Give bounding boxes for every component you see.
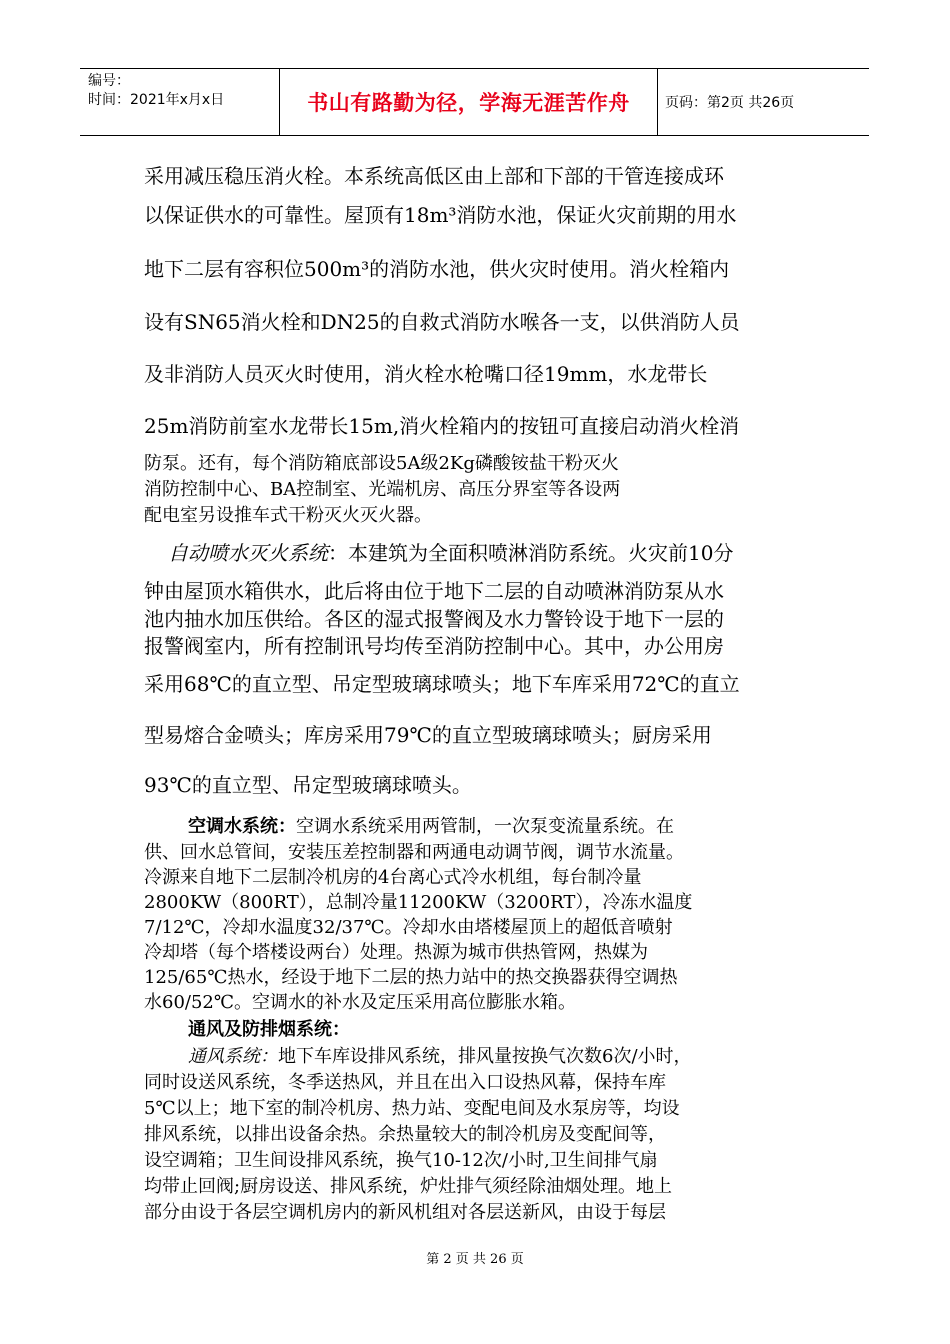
header-motto: 书山有路勤为径，学海无涯苦作舟 bbox=[307, 91, 630, 115]
text-line: 消防控制中心、BA控制室、光端机房、高压分界室等各设两 bbox=[144, 479, 621, 500]
text-line: 5℃以上；地下室的制冷机房、热力站、变配电间及水泵房等，均设 bbox=[144, 1098, 680, 1119]
page-footer: 第 2 页 共 26 页 bbox=[426, 1252, 524, 1267]
header-meta bbox=[88, 72, 224, 110]
text-line: 7/12℃，冷却水温度32/37℃。冷却水由塔楼屋顶上的超低音喷射 bbox=[144, 917, 673, 938]
text-line: 以保证供水的可靠性。屋顶有18m³消防水池，保证火灾前期的用水 bbox=[144, 203, 737, 227]
text-line: 钟由屋顶水箱供水，此后将由位于地下二层的自动喷淋消防泵从水 bbox=[144, 579, 724, 603]
section-title-hvac-water: 空调水系统： bbox=[188, 816, 296, 837]
paragraph-hvac-water bbox=[188, 815, 853, 839]
text-line: 配电室另设推车式干粉灭火灭火器。 bbox=[144, 505, 432, 526]
text-line: 报警阀室内，所有控制讯号均传至消防控制中心。其中，办公用房 bbox=[144, 634, 724, 658]
text-line: 部分由设于各层空调机房内的新风机组对各层送新风，由设于每层 bbox=[144, 1202, 666, 1223]
text-line: 设空调箱；卫生间设排风系统，换气10-12次/小时,卫生间排气扇 bbox=[144, 1150, 658, 1171]
doc-time-label: 时间：2021年x月x日 bbox=[88, 92, 225, 108]
text-line: 地下二层有容积位500m³的消防水池，供火灾时使用。消火栓箱内 bbox=[144, 257, 730, 281]
page-header bbox=[80, 68, 869, 136]
text-line: 93℃的直立型、吊定型玻璃球喷头。 bbox=[144, 773, 472, 797]
text-line: 25m消防前室水龙带长15m,消火栓箱内的按钮可直接启动消火栓消 bbox=[144, 414, 740, 438]
text-run: 地下车库设排风系统，排风量按换气次数6次/小时， bbox=[278, 1046, 692, 1067]
text-line: 及非消防人员灭火时使用，消火栓水枪嘴口径19mm，水龙带长 bbox=[144, 362, 708, 386]
text-line: 排风系统，以排出设备余热。余热量较大的制冷机房及变配间等， bbox=[144, 1124, 666, 1145]
text-line: 冷却塔（每个塔楼设两台）处理。热源为城市供热管网，热媒为 bbox=[144, 942, 648, 963]
section-title-ventilation: 通风及防排烟系统： bbox=[188, 1019, 350, 1040]
text-line: 型易熔合金喷头；库房采用79℃的直立型玻璃球喷头；厨房采用 bbox=[144, 723, 712, 747]
text-line: 均带止回阀;厨房设送、排风系统，炉灶排气须经除油烟处理。地上 bbox=[144, 1176, 673, 1197]
doc-code-label: 编号： bbox=[88, 73, 130, 89]
text-line: 设有SN65消火栓和DN25的自救式消防水喉各一支，以供消防人员 bbox=[144, 310, 740, 334]
text-line: 125/65℃热水，经设于地下二层的热力站中的热交换器获得空调热 bbox=[144, 967, 678, 988]
section-title-ventilation-sub: 通风系统： bbox=[188, 1046, 278, 1067]
text-line: 水60/52℃。空调水的补水及定压采用高位膨胀水箱。 bbox=[144, 992, 577, 1013]
text-line: 供、回水总管间，安装压差控制器和两通电动调节阀，调节水流量。 bbox=[144, 842, 684, 863]
text-line: 冷源来自地下二层制冷机房的4台离心式冷水机组，每台制冷量 bbox=[144, 867, 642, 888]
text-line: 采用68℃的直立型、吊定型玻璃球喷头；地下车库采用72℃的直立 bbox=[144, 672, 740, 696]
text-line: 池内抽水加压供给。各区的湿式报警阀及水力警铃设于地下一层的 bbox=[144, 607, 724, 631]
text-line: 2800KW（800RT），总制冷量11200KW（3200RT），冷冻水温度 bbox=[144, 892, 693, 913]
text-run: ：本建筑为全面积喷淋消防系统。火灾前10分 bbox=[328, 541, 734, 565]
text-line: 防泵。还有，每个消防箱底部设5A级2Kg磷酸铵盐干粉灭火 bbox=[144, 453, 619, 474]
text-run: 空调水系统采用两管制，一次泵变流量系统。在 bbox=[296, 816, 674, 837]
paragraph-sprinkler bbox=[168, 541, 833, 565]
paragraph-ventilation bbox=[188, 1045, 853, 1069]
text-line: 同时设送风系统，冬季送热风，并且在出入口设热风幕，保持车库 bbox=[144, 1072, 666, 1093]
header-page-number: 页码：第2页 共26页 bbox=[665, 95, 795, 111]
section-title-sprinkler: 自动喷水灭火系统 bbox=[168, 541, 328, 565]
text-line: 采用减压稳压消火栓。本系统高低区由上部和下部的干管连接成环 bbox=[144, 164, 724, 188]
header-divider bbox=[657, 68, 658, 136]
